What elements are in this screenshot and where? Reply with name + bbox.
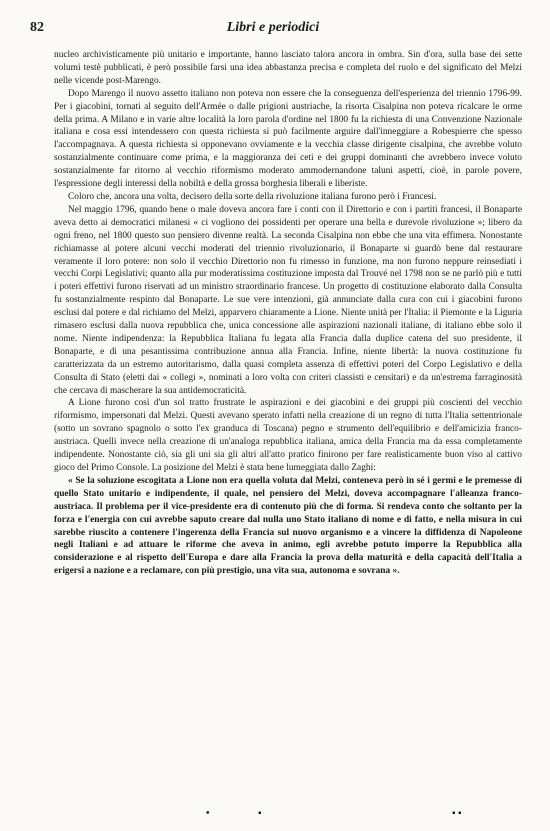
paragraph-francesi: Coloro che, ancora una volta, decisero della sorte della rivoluzione italiana furono però i Francesi.: [68, 191, 437, 202]
bottom-scan-marks: [0, 808, 550, 822]
paragraph-after-marengo: Dopo Marengo il nuovo assetto italiano non poteva non essere che la conseguenza dell'esperienza del triennio 1796-99. Per i giacobini, tornati al seguito dell'Armée o dalle prigioni austriache, la risorta Cisalpina non poteva ricalcare le orme della prima. A Milano e in varie altre località la loro parola d'ordine nel 1800 fu la richiesta di una Convenzione Nazionale italiana e cosa essi intendessero con questa richiesta si può facilmente arguire dall'inneggiare a Robespierre che spesso l'accompagnava. A questa richiesta si opponevano ovviamente e la vecchia classe dirigente cisalpina, che avrebbe voluto sostanzialmente continuare come prima, e la maggioranza dei ceti e dei gruppi dominanti che avrebbero invece voluto sostanzialmente far ritorno al vecchio riformismo moderato ammodernandone taluni aspetti, cioè, in parole povere, l'espressione degli interessi della nobiltà e della grossa borghesia liberali e liberiste.: [54, 88, 522, 190]
article-body: [54, 49, 522, 578]
paragraph-zaghi-quote: « Se la soluzione escogitata a Lione non era quella voluta dal Melzi, conteneva però in sé i germi e le premesse di quello Stato unitario e indipendente, il quale, nel pensiero del Melzi, doveva accompagnare l'alleanza franco-austriaca. Il problema per il vice-presidente era di contenuto più che di forma. Si rendeva conto che soltanto per la forza e l'energia con cui avrebbe saputo creare dal nulla uno Stato italiano di nome e di fatto, e nella misura in cui sarebbe riuscito a contenere l'ingerenza della Francia sul nuovo organismo e a vincere la diffidenza di Napoleone negli Italiani e ad attuare le riforme che aveva in animo, egli avrebbe potuto imporre la Repubblica alla considerazione e al rispetto dell'Europa e dare alla Francia la prova della maturità e della capacità dell'Italia a erigersi a nazione e a reclamare, con più prestigio, una vita sua, autonoma e sovrana ».: [54, 475, 522, 577]
scan-mark: ▪: [258, 808, 262, 819]
running-title: Libri e periodici: [226, 20, 320, 35]
paragraph-maggio-1796: Nel maggio 1796, quando bene o male doveva ancora fare i conti con il Direttorio e con i partiti francesi, il Bonaparte aveva detto ai democratici milanesi « ci vogliono dei possidenti per operare una bella e durevole rivoluzione »; libero da ogni freno, nel 1800 questo suo pensiero divenne realtà. La seconda Cisalpina non ebbe che una vita effimera. Nonostante richiamasse al potere alcuni vecchi moderati del triennio rivoluzionario, il Bonaparte si guardò bene dal restaurare veramente il loro potere: non solo il vecchio Direttorio non fu rimesso in funzione, ma non furono neppure reinsediati i vecchi Corpi Legislativi; quanto alla pur moderatissima costituzione imposta dal Trouvé nel 1798 non se ne parlò più e tutti i poteri effettivi furono riservati ad un ministro straordinario francese. Un progetto di costituzione elaborato dalla Consulta fu sostanzialmente respinto dal Bonaparte. Le sue vere intenzioni, già annunciate dalla cura con cui i giacobini furono esclusi dal potere e dal richiamo del Melzi, apparvero chiaramente a Lione. Niente unità per l'Italia: il Piemonte e la Liguria rimasero esclusi dalla nuova repubblica che, unica concessione alle aspirazioni nazionali italiane, di italiano ebbe solo il nome. Niente indipendenza: la Repubblica Italiana fu legata alla Francia dalla duplice catena del suo presidente, il Bonaparte, e di una pesantissima contribuzione annua alla Francia. Infine, niente libertà: la nuova costituzione fu caratterizzata da un estremo autoritarismo, dalla quasi completa assenza di effettivi poteri del Corpo Legislativo e della Consulta di Stato (eletti dai « collegi », nominati a loro volta con criteri classisti e censitari) e da un'estrema farraginosità che cercava di mascherare la sua antidemocraticità.: [54, 204, 522, 396]
paragraph-continuation: nucleo archivisticamente più unitario e importante, hanno lasciato talora ancora in ombra. Sin d'ora, sulla base dei sette volumi testè pubblicati, è però possibile farsi una idea abbastanza precisa e completa del ruolo e del significato del Melzi nelle vicende post-Marengo.: [54, 50, 522, 86]
scan-mark: ▪ ▪: [452, 808, 462, 819]
page-number: 82: [30, 20, 44, 35]
scan-mark: •: [206, 808, 210, 819]
page-header: [22, 20, 524, 40]
paragraph-lione: A Lione furono così d'un sol tratto frustrate le aspirazioni e dei giacobini e dei gruppi più coscienti del vecchio riformismo, impersonati dal Melzi. Questi avevano sperato infatti nella creazione di un regno di tutta l'Italia settentrionale (sotto un sovrano spagnolo o sotto l'ex granduca di Toscana) pegno e strumento dell'equilibrio e dell'amicizia franco-austriaca. Quelli invece nella creazione di un'analoga repubblica italiana, amica della Francia ma da essa completamente indipendente. Nonostante ciò, sia gli uni sia gli altri all'atto pratico finirono per fare realisticamente buon viso al cattivo gioco del Primo Console. La posizione del Melzi è stata bene lumeggiata dallo Zaghi:: [54, 398, 522, 473]
